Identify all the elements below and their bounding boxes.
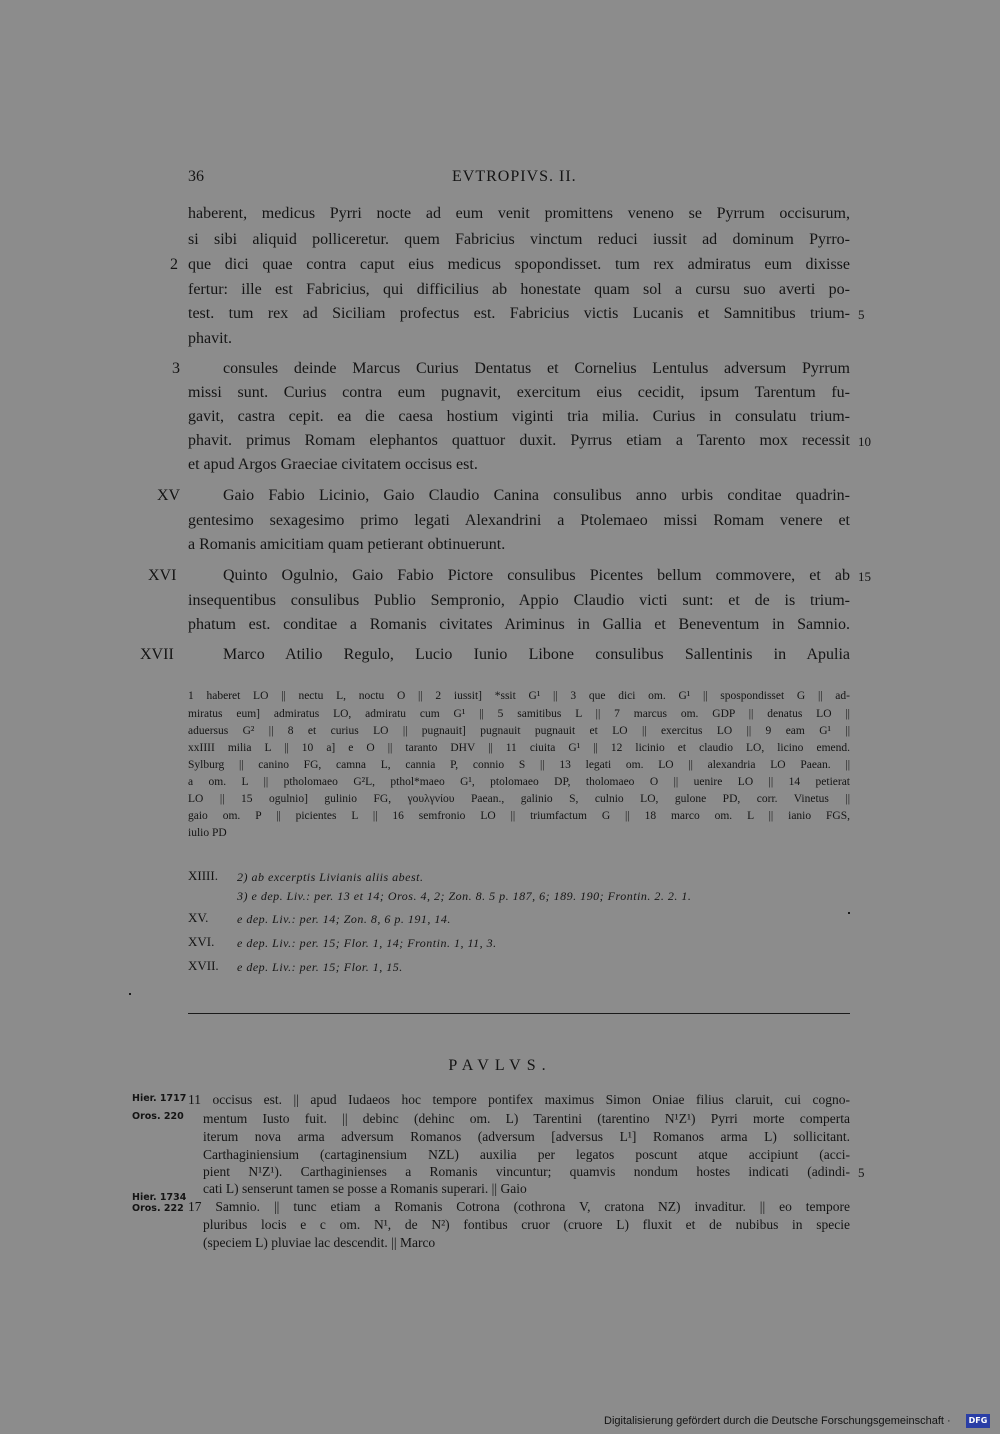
apparatus-line: LO || 15 ogulnio] gulinio FG, γουλγνίου Paean., galinio S, culnio LO, gulone PD, corr. Vinetus ||: [188, 793, 850, 805]
text-line: Marco Atilio Regulo, Lucio Iunio Libone consulibus Sallentinis in Apulia: [223, 646, 850, 663]
paulus-line: iterum nova arma adversum Romanos (adversum [adversus L¹] Romanos arma L) sollicitant.: [203, 1129, 850, 1144]
text-line: et apud Argos Graeciae civitatem occisus est.: [188, 456, 478, 473]
source-label: XVI.: [188, 934, 215, 949]
text-line: test. tum rex ad Siciliam profectus est. Fabricius victis Lucanis et Samnitibus trium-: [188, 305, 850, 322]
paulus-line: cati L) senserunt tamen se posse a Romanis superari. || Gaio: [203, 1181, 527, 1196]
paulus-title: PAVLVS.: [448, 1057, 552, 1074]
source-text: e dep. Liv.: per. 14; Zon. 8, 6 p. 191, 14.: [237, 912, 451, 926]
text-line: Gaio Fabio Licinio, Gaio Claudio Canina consulibus anno urbis conditae quadrin-: [223, 487, 850, 504]
running-title: EVTROPIVS. II.: [452, 168, 577, 185]
paulus-line-number: 5: [858, 1165, 865, 1180]
small-mark: [848, 912, 850, 914]
margin-reference: Hier. 1734: [132, 1192, 187, 1203]
apparatus-line: miratus eum] admiratus LO, admiratu cum G¹ || 5 samitibus L || 7 marcus om. GDP || denatus LO ||: [188, 708, 850, 720]
apparatus-line: 1 haberet LO || nectu L, noctu O || 2 iussit] *ssit G¹ || 3 que dici om. G¹ || spospondisset G || ad-: [188, 690, 850, 702]
apparatus-line: iulio PD: [188, 827, 227, 839]
paulus-line: 11 occisus est. || apud Iudaeos hoc tempore pontifex maximus Simon Oniae filius claruit, cui cogno-: [188, 1092, 850, 1107]
margin-reference: Hier. 1717: [132, 1093, 187, 1104]
paulus-line: mentum Iusto fuit. || debinc (dehinc om. L) Tarentini (tarentino N¹Z¹) Pyrri morte comperta: [203, 1111, 850, 1126]
section-mark: 2: [170, 256, 178, 273]
apparatus-line: xxIIII milia L || 10 a] e O || taranto DHV || 11 ciuita G¹ || 12 licinio et claudio LO, licino emend.: [188, 742, 850, 754]
line-number: 15: [858, 569, 871, 584]
text-line: phavit.: [188, 330, 232, 347]
margin-reference: Oros. 220: [132, 1111, 184, 1122]
divider-rule: [188, 1013, 850, 1014]
text-line: gavit, castra cepit. ea die caesa hostium viginti tria milia. Curius in consulatu trium-: [188, 408, 850, 425]
apparatus-line: Sylburg || canino FG, camna L, cannia P, connio S || 13 legati om. LO || alexandria LO Paean. ||: [188, 759, 850, 771]
paulus-line: (speciem L) pluviae lac descendit. || Marco: [203, 1235, 436, 1250]
text-line: fertur: ille est Fabricius, qui difficilius ab honestate quam sol a cursu suo averti po-: [188, 281, 850, 298]
apparatus-line: a om. L || ptholomaeo G²L, pthol*maeo G¹, ptolomaeo DP, tholomaeo O || uenire LO || 14 petierat: [188, 776, 850, 788]
section-mark: 3: [172, 360, 180, 377]
funding-footer: Digitalisierung gefördert durch die Deutsche Forschungsgemeinschaft ·: [604, 1415, 951, 1427]
text-line: consules deinde Marcus Curius Dentatus et Cornelius Lentulus adversum Pyrrum: [223, 360, 850, 377]
text-line: phatum est. conditae a Romanis civitates Ariminus in Gallia et Beneventum in Samnio.: [188, 616, 850, 633]
line-number: 10: [858, 434, 871, 449]
text-line: gentesimo sexagesimo primo legati Alexandrini a Ptolemaeo missi Romam venere et: [188, 512, 850, 529]
paulus-line: Carthaginiensium (cartaginensium NZL) auxilia per legatos poscunt atque accipiunt (acci-: [203, 1147, 850, 1162]
apparatus-line: aduersus G² || 8 et curius LO || pugnauit] pugnauit pugnauit et LO || exercitus LO || 9 eam G¹ ||: [188, 725, 850, 737]
dfg-logo: DFG: [966, 1414, 990, 1428]
text-line: si sibi aliquid polliceretur. quem Fabricius vinctum reduci iussit ad dominum Pyrro-: [188, 231, 850, 248]
paulus-line: pluribus locis e c om. N¹, de N²) fontibus cruor (cruore L) fluxit et de nubibus in specie: [203, 1217, 850, 1232]
apparatus-line: gaio om. P || picientes L || 16 semfronio LO || triumfactum G || 18 marco om. L || ianio FGS,: [188, 810, 850, 822]
text-line: Quinto Ogulnio, Gaio Fabio Pictore consulibus Picentes bellum commovere, et ab: [223, 567, 850, 584]
text-line: que dici quae contra caput eius medicus spopondisset. tum rex admiratus eum dixisse: [188, 256, 850, 273]
text-line: a Romanis amicitiam quam petierant obtinuerunt.: [188, 536, 506, 553]
section-mark: XVI: [148, 567, 177, 584]
page-number: 36: [188, 168, 204, 185]
source-label: XV.: [188, 910, 209, 925]
small-mark: [129, 993, 131, 995]
line-number: 5: [858, 307, 865, 322]
margin-reference: Oros. 222: [132, 1203, 184, 1214]
text-line: missi sunt. Curius contra eum pugnavit, exercitum eius cecidit, ipsum Tarentum fu-: [188, 384, 850, 401]
source-text: e dep. Liv.: per. 15; Flor. 1, 15.: [237, 960, 403, 974]
paulus-line: 17 Samnio. || tunc etiam a Romanis Cotrona (cothrona V, cratona NZ) invaditur. || eo tempore: [188, 1199, 850, 1214]
paulus-line: pient N¹Z¹). Carthaginienses a Romanis vincuntur; quamvis nondum hostes indicati (adindi-: [203, 1164, 850, 1179]
text-line: haberent, medicus Pyrri nocte ad eum venit promittens veneno se Pyrrum occisurum,: [188, 205, 850, 222]
section-mark: XV: [157, 487, 181, 504]
source-label: XVII.: [188, 958, 219, 973]
section-mark: XVII: [140, 646, 174, 663]
source-text: e dep. Liv.: per. 15; Flor. 1, 14; Frontin. 1, 11, 3.: [237, 936, 497, 950]
source-text: 2) ab excerptis Livianis aliis abest.: [237, 870, 424, 884]
text-line: phavit. primus Romam elephantos quattuor duxit. Pyrrus etiam a Tarento mox recessit: [188, 432, 850, 449]
source-label: XIIII.: [188, 868, 218, 883]
source-text: 3) e dep. Liv.: per. 13 et 14; Oros. 4, 2; Zon. 8. 5 p. 187, 6; 189. 190; Frontin. 2. 2. 1.: [237, 889, 692, 903]
text-line: insequentibus consulibus Publio Sempronio, Appio Claudio victi sunt: et de is trium-: [188, 592, 850, 609]
